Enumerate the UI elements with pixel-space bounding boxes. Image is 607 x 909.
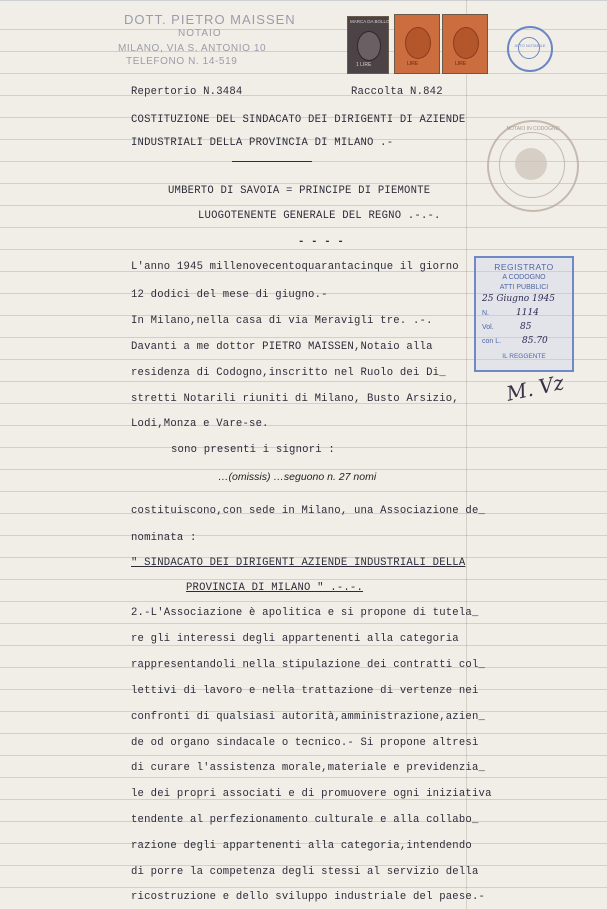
document-title-line-2: INDUSTRIALI DELLA PROVINCIA DI MILANO .-: [131, 137, 394, 149]
registration-date: 25 Giugno 1945: [482, 294, 555, 304]
signature: M. Vz: [504, 370, 567, 406]
revenue-stamp-dark: [347, 16, 389, 74]
letterhead-phone: TELEFONO N. 14-519: [126, 56, 238, 67]
body-line: residenza di Codogno,inscritto nel Ruolo dei Di_: [131, 367, 446, 379]
revenue-stamp-orange-1: [394, 14, 440, 74]
registration-volume: 85: [520, 322, 532, 332]
omissis-note: …(omissis) …seguono n. 27 nomi: [218, 471, 377, 483]
sovereign-line-2: LUOGOTENENTE GENERALE DEL REGNO .-.-.: [198, 210, 441, 222]
body-line: ricostruzione e dello sviluppo industriale del paese.-: [131, 891, 486, 903]
round-stamp-blue: ATTO NOTARILE: [507, 26, 553, 72]
registration-stamp-title: REGISTRATO: [494, 262, 554, 272]
document-title-line-1: COSTITUZIONE DEL SINDACATO DEI DIRIGENTI DI AZIENDE: [131, 114, 466, 126]
body-line: lettivi di lavoro e nella trattazione di vertenze nei: [131, 685, 479, 697]
seal-emblem-icon: [515, 148, 547, 180]
association-name-line-2: PROVINCIA DI MILANO " .-.-.: [186, 582, 364, 594]
body-line: 12 dodici del mese di giugno.-: [131, 289, 328, 301]
presenti-line: sono presenti i signori :: [171, 444, 335, 456]
body-line: di curare l'assistenza morale,materiale e previdenzia_: [131, 762, 486, 774]
body-line: costituiscono,con sede in Milano, una Associazione de_: [131, 505, 486, 517]
portrait-icon: [405, 27, 431, 59]
portrait-icon: [453, 27, 479, 59]
letterhead-address: MILANO, VIA S. ANTONIO 10: [118, 43, 267, 54]
sovereign-line-1: UMBERTO DI SAVOIA = PRINCIPE DI PIEMONTE: [168, 185, 431, 197]
body-line: L'anno 1945 millenovecentoquarantacinque il giorno: [131, 261, 459, 273]
body-line: Davanti a me dottor PIETRO MAISSEN,Notaio alla: [131, 341, 433, 353]
body-line: de od organo sindacale o tecnico.- Si propone altresì: [131, 737, 479, 749]
body-line: In Milano,nella casa di via Meravigli tre. .-.: [131, 315, 433, 327]
letterhead-name: DOTT. PIETRO MAISSEN: [124, 12, 296, 27]
revenue-stamp-value: LIRE: [455, 61, 467, 67]
body-line: nominata :: [131, 532, 197, 544]
notary-seal: NOTAIO IN CODOGNO: [487, 120, 579, 212]
body-line: 2.-L'Associazione è apolitica e si propone di tutela_: [131, 607, 479, 619]
body-line: rappresentandoli nella stipulazione dei contratti col_: [131, 659, 486, 671]
body-line: di porre la competenza degli stessi al servizio della: [131, 866, 479, 878]
body-line: tendente al perfezionamento culturale e alla collabo_: [131, 814, 479, 826]
repertorio-number: Repertorio N.3484: [131, 86, 243, 98]
raccolta-number: Raccolta N.842: [351, 86, 443, 98]
registration-number: 1114: [516, 308, 539, 318]
body-line: confronti di qualsiasi autorità,amministrazione,azien_: [131, 711, 486, 723]
revenue-stamp-value: 1 LIRE: [356, 62, 372, 68]
portrait-icon: [357, 31, 381, 61]
revenue-stamp-value: LIRE: [407, 61, 419, 67]
separator: - - - -: [298, 236, 344, 248]
body-line: Lodi,Monza e Vare-se.: [131, 418, 269, 430]
revenue-stamp-label: MARCA DA BOLLO: [350, 19, 390, 24]
letterhead-title: NOTAIO: [178, 28, 222, 39]
body-line: re gli interessi degli appartenenti alla categoria: [131, 633, 459, 645]
revenue-stamp-orange-2: [442, 14, 488, 74]
body-line: razione degli appartenenti alla categoria,intendendo: [131, 840, 472, 852]
divider: [232, 161, 312, 162]
body-line: stretti Notarili riuniti di Milano, Busto Arsizio,: [131, 393, 459, 405]
body-line: le dei propri associati e di promuovere ogni iniziativa: [131, 788, 492, 800]
registration-stamp: REGISTRATO A CODOGNO ATTI PUBBLICI 25 Giugno 1945 N. 1114 Vol. 85 con L. 85.70 IL REGGENTE: [474, 256, 574, 372]
association-name-line-1: " SINDACATO DEI DIRIGENTI AZIENDE INDUSTRIALI DELLA: [131, 557, 466, 569]
registration-amount: 85.70: [522, 336, 548, 346]
